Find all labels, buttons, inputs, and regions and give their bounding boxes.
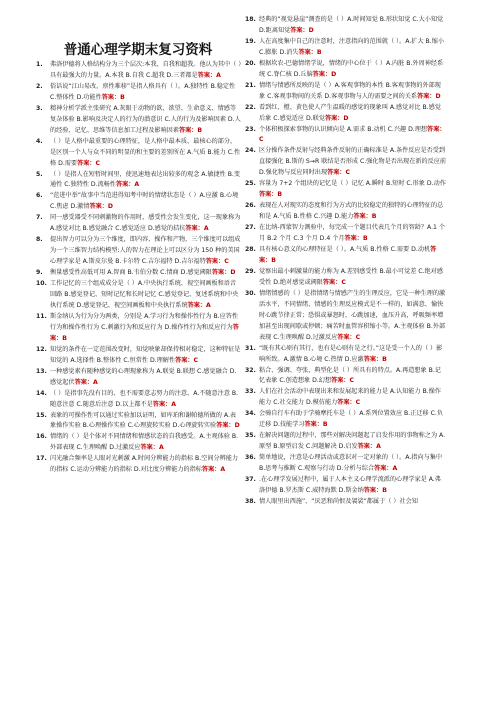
answer-label: 答案：B [259, 191, 283, 199]
question-item [245, 267, 447, 289]
question-item [245, 431, 447, 453]
question-item [36, 345, 242, 367]
answer-label: 答案：C [259, 125, 446, 144]
question-text [259, 431, 447, 453]
question-number: 19. [245, 37, 256, 45]
question-number: 18. [245, 16, 256, 23]
question-number: 27. [245, 224, 256, 232]
question-text [50, 345, 242, 367]
question-body: 提出智力可以分为三个维度，即内容、操作和产物，三个维度可以组成为一个三维智力结构模型:人的智力在理论上可以区分为 150 种的美国心理学家是 A.斯皮尔曼 B.卡尔特 C.吉尔福特 D.吉尔福特 [50, 236, 241, 266]
question-number: 5. [36, 170, 43, 178]
question-text [259, 201, 447, 223]
answer-label: 答案：A [185, 225, 209, 233]
question-number: 17. [36, 455, 47, 463]
answer-label: 答案：C [337, 333, 361, 341]
question-item [245, 201, 447, 223]
question-text [259, 387, 447, 409]
question-body: 容量为 7+2 个组块的记忆是（ ）记忆 A.瞬时 B.短时 C.形象 D.动作 [259, 180, 446, 188]
question-text [259, 289, 447, 344]
question-body: 一种感觉素有随种感觉的心理现象称为 A.联觉 B.联想 C.感觉融合 D.感觉起伏 [50, 367, 237, 386]
question-number: 3. [36, 104, 43, 112]
question-body: 人们在社会活动中表现出来和发展起来的能力是 A.认知能力 B.操作能力 C.社交能力 D.模仿能力 [259, 388, 441, 407]
question-item [36, 268, 242, 279]
question-number: 15. [36, 411, 47, 419]
question-text [50, 312, 242, 345]
answer-label: 答案：D [290, 26, 314, 34]
question-body: 粘合、强调、夸张、典型化是（ ）所具有的特点。A.再造想象 B.记忆表象 C.创造想象 D.幻想 [259, 366, 441, 385]
question-body: 衡量感受性高低可用 A.智商 B.韦伯分数 C.情商 D.感觉阈限 [50, 269, 212, 277]
question-number: 16. [36, 433, 47, 441]
question-text [259, 146, 447, 179]
question-body: 区分操作条件反射与经典条件反射的正确标准是 A.条件反应是否受到直接强化 B.斯的 S→R 联结是否形成 C.强化物是否出现在新的反应前 D.强化物与反应同时出现 [259, 147, 447, 177]
question-item [36, 104, 242, 137]
answer-label: 答案：B [353, 213, 377, 221]
question-body: 情绪的（ ）是个体对不同情绪和情感状态的自我感受。A.主观体验 B.外部表现 C.生理唤醒 D.过激反应 [50, 433, 239, 452]
question-item [36, 454, 242, 476]
answer-label: 答案：C [331, 377, 355, 385]
question-item [245, 103, 447, 125]
question-number: 4. [36, 137, 43, 145]
question-number: 30. [245, 289, 256, 297]
question-number: 10. [36, 280, 47, 288]
question-text [259, 344, 447, 366]
answer-label: 答案：D [324, 114, 349, 122]
question-text [259, 453, 447, 475]
question-number: 2. [36, 82, 43, 90]
question-body: 表象的可操作性可以通过实验加以证明，如库珀和谢帕德所做的 A.表象操作实验 B.心理操作实验 C.心理旋转实验 D.心理旋转实验 [50, 411, 237, 430]
question-body: 在解决问题的过程中，那些对解决问题起了启发作用的事物称之为 A.原型 B.原型启发 C.问题解决 D.启发 [259, 432, 446, 451]
question-text [259, 366, 447, 388]
answer-label: 答案：A [374, 465, 398, 473]
question-text [50, 279, 242, 312]
question-text [50, 367, 242, 389]
question-number: 37. [245, 476, 256, 484]
question-body: 人在高度集中自己的注意时，注意指向的范围就（ ）。A.扩大 B.缩小 C.膨胀 D.消失 [259, 37, 444, 56]
question-item [245, 475, 447, 497]
answer-label: 答案：B [259, 246, 437, 264]
question-body: 工作记忆的三个组成成分是（ ）A.中央执行系统、视空间画板和语音回路 B.感觉登记、短时记忆和长时记忆 C.感觉登记、复述系统和中央执行系统 D.感觉登记、视空间画板和中央执行系统 [50, 280, 239, 309]
answer-label: 答案：B [363, 486, 387, 494]
question-number: 28. [245, 246, 256, 254]
question-body: 会骑自行车有助于学骑摩托车是（ ）A.系列位置效应 B.正迁移 C.负迁移 D.技能学习 [259, 410, 443, 429]
right-column [245, 15, 447, 508]
answer-label: 答案：C [77, 159, 100, 167]
question-text [259, 37, 447, 59]
question-item [245, 59, 447, 81]
answer-label: 答案：A [140, 444, 164, 452]
question-text [259, 245, 447, 267]
question-text [259, 125, 447, 147]
question-text [259, 409, 447, 431]
question-body: 斯金纳认为行为分为两类，分别是 A.学习行为和操作性行为 B.应答性行为和操作性行为 C.刺激行为和反应行为 D.操作性行为和反应行为 [50, 312, 239, 331]
answer-label: 答案：B [304, 421, 328, 429]
question-text [50, 432, 242, 454]
question-body: .在心理学发展过程中，属于人本主义心理学流派的心理学家是 A.弗洛伊德 B.罗杰斯 C.威特海默 D.斯金纳 [259, 476, 441, 494]
answer-label: 答案：D [417, 92, 441, 100]
question-item [245, 289, 447, 344]
question-number: 6. [36, 192, 43, 200]
question-number: 31. [245, 344, 256, 352]
answer-label: 答案：B [178, 126, 203, 134]
answer-label: 答案：D [312, 70, 337, 78]
question-text [50, 454, 242, 476]
answer-label: 答案：A [357, 443, 381, 451]
question-body: 觉察出最小刺激量的能力称为 A.差别感受性 B.最小可觉差 C.绝对感受性 D.绝对感觉或阈限 [259, 267, 443, 286]
question-body: （ ）是指人在短暂时间里，使迅速地表达出较多的观念 A.敏捷性 B.变通性 C.独特性 D.流畅性 [50, 170, 241, 189]
question-number: 24. [245, 147, 256, 155]
question-body: 情人眼里出西施”、“厌恶和尚恨及袈裟”都属于（ ）社会知 [259, 497, 418, 505]
question-number: 25. [245, 180, 256, 188]
question-number: 33. [245, 388, 256, 396]
question-body: 表现在人对现实的态度和行为方式的比较稳定的独特的心理特征的总和是 A.气质 B.性格 C.兴趣 D.能力 [259, 202, 444, 221]
question-number: 13. [36, 367, 47, 375]
question-item [245, 223, 447, 245]
question-body: 个体积极探索事物的认识倾向是 A.需求 B.动机 C.兴趣 D.理想 [259, 125, 428, 133]
question-item [245, 366, 447, 388]
question-body: 简单地说，注意是心理活动或意识对一定对象的（ ）。A.指向与集中 B.思考与推断 C.观察与行动 D.分析与综合 [259, 454, 443, 473]
question-body: 经典的“视觉悬崖”测查的是（ ）A.时间知觉 B.形状知觉 C.大小知觉 D.距离知觉 [259, 16, 444, 34]
answer-label: 答案：A [152, 400, 176, 408]
question-text [50, 104, 242, 137]
question-item [36, 411, 242, 433]
question-number: 21. [245, 81, 256, 89]
answer-label: 答案：B [50, 323, 239, 342]
question-item [36, 82, 242, 104]
answer-label: 答案：C [327, 169, 351, 177]
question-number: 14. [36, 389, 47, 397]
page-title: 普通心理学期末复习资料 [63, 42, 213, 58]
answer-label: 答案：A [201, 466, 226, 474]
question-item [36, 137, 242, 170]
question-body: 根据坎农-巴德情绪学说，情绪的中心位于（ ）A.内脏 B.外周神经系统 C.脊仁核 D.丘脑 [259, 59, 444, 78]
question-item [245, 125, 447, 147]
question-body: 精神分析学派主张研究 A.灰眼于动物的欲、欲望、生命意义、情感等复杂体验 B.影响及决定人的行为的潜意识 C.人的行为及影响因素 D.人的经验、记忆、思维等信息加工过程及影响因素 [50, 104, 241, 134]
question-text [50, 235, 242, 268]
question-text [50, 137, 242, 170]
question-number: 8. [36, 236, 43, 244]
question-body: 具有核心意义的心理特征是（ ）。A.气质 B.性格 C.需要 D.动机 [259, 246, 431, 254]
question-body: 情绪情感的（ ）是指情绪与情感产生的生理反应，它是一种生理的激活水平，不同情绪、情感的生理反应模式是不一样的，如满意、愉快时心跳节律正常；恐惧或暴怒时，心跳加速，血压升高，呼吸频率增加甚至出现间歇或停顿；痛苦时血管容积缩小等。A.主观体验 B.外部表现 C.生理唤醒 D.过激反应 [259, 289, 446, 341]
answer-label: 答案：B [298, 48, 322, 56]
question-number: 12. [36, 345, 47, 353]
question-item [245, 387, 447, 409]
question-body: “范进中举”故事中当范进得知考中时的情绪状态是（ ）A.应激 B.心境 C.焦虑 D.激情 [50, 192, 239, 211]
question-text [50, 82, 242, 104]
answer-label: 答案：D [216, 422, 240, 430]
question-body: 同一感受器受不同刺激物的作用时，感受性会发生变化，这一现象称为 A.感觉对比 B.感觉融合 C.感觉适应 D.感觉的拮抗 [50, 214, 241, 233]
question-item [36, 279, 242, 312]
question-number: 38. [245, 497, 256, 505]
answer-label: 答案：C [322, 278, 346, 286]
question-text [259, 59, 447, 81]
question-item [245, 146, 447, 179]
question-item [245, 81, 447, 103]
question-number: 11. [36, 312, 47, 320]
question-text [259, 103, 447, 125]
question-item [36, 432, 242, 454]
question-item [245, 15, 447, 37]
question-number: 36. [245, 454, 256, 462]
question-text [50, 191, 242, 213]
answer-label: 答案：B [344, 235, 368, 243]
question-number: 7. [36, 214, 43, 222]
question-body: “既有其心则有其行，也有是心则有是之行。”这是受一个人的（ ）影响所致。A.激情 B.心境 C.热情 D.应激 [259, 344, 443, 363]
question-text [50, 411, 242, 433]
question-text [50, 389, 242, 411]
question-number: 29. [245, 267, 256, 275]
question-text [50, 170, 242, 192]
question-body: 情绪与情感所反映的是（ ）A.客观事物的本性 B.客观事物的外部现象 C.客观事物间的关系 D.客观事物与人的需要之间的关系 [259, 81, 441, 100]
question-body: 弗洛伊德将人格结构分为三个层次:本我、自我和超我。他认为其中（ ）具有最强大的力量。A.本我 B.自我 C.超我 D.三者都是 [50, 61, 242, 79]
answer-label: 答案：D [89, 203, 113, 211]
question-item [36, 312, 242, 345]
question-text [50, 213, 242, 235]
question-item [36, 389, 242, 411]
question-text [259, 15, 447, 37]
question-item [36, 367, 242, 389]
question-number: 26. [245, 202, 256, 210]
question-number: 35. [245, 432, 256, 440]
question-number: 1. [36, 61, 43, 68]
question-number: 22. [245, 103, 256, 111]
question-body: 知觉的条件在一定范围改变时，知觉映象却保持相对稳定，这种特征是知觉的 A.选择性 B.整体性 C.恒常性 D.理解性 [50, 345, 241, 364]
question-number: 23. [245, 125, 256, 133]
question-item [36, 191, 242, 213]
question-text [259, 475, 447, 497]
question-text [259, 267, 447, 289]
answer-label: 答案：A [115, 181, 140, 189]
question-item [245, 497, 447, 508]
question-number: 9. [36, 269, 43, 277]
question-number: 20. [245, 59, 256, 67]
question-item [245, 409, 447, 431]
question-text [259, 81, 447, 103]
question-body: 俗话说“江山易改，禀性难移”是指人格具有（ ）。A.独特性 B.稳定性 C.整体性 D.功能性 [50, 82, 236, 101]
left-column [36, 60, 242, 476]
question-body: （ ）是人格中最重要的心理特征，是人格中最本质、最核心的部分，是区别一个人与众不同的明显的和主要的差别所在 A.气质 B.能力 C.性格 D.需要 [50, 137, 241, 167]
question-item [245, 245, 447, 267]
answer-label: 答案：B [363, 355, 387, 363]
question-item [36, 60, 242, 82]
answer-label: 答案：A [187, 301, 211, 309]
question-item [245, 453, 447, 475]
question-body: 看到红、橙、黄色使人产生温暖的感觉的现象叫 A.感觉对比 B.感觉后象 C.感觉适应 D.联觉 [259, 103, 441, 122]
question-item [36, 213, 242, 235]
question-item [245, 179, 447, 201]
answer-label: 答案：A [197, 71, 221, 79]
question-text [50, 60, 242, 82]
question-body: 在比纳-西蒙智力测验中，每完成一个题目代表几个月的智龄？A.1 个月 B.2 个月 C.3 个月 D.4 个月 [259, 224, 446, 243]
answer-label: 答案：C [175, 356, 198, 364]
question-item [36, 170, 242, 192]
answer-label: 答案：A [74, 378, 98, 386]
question-item [36, 235, 242, 268]
question-text [259, 223, 447, 245]
question-text [259, 179, 447, 201]
question-body: （ ）是指事先没有目的、也不需要意志努力的注意。A.不随意注意 B.随意注意 C.随意后注意 D.以上都不是 [50, 389, 239, 408]
answer-label: 答案：D [211, 269, 236, 277]
question-text [50, 268, 242, 279]
question-body: 闪光融合频率是人眼对光刺激 A.时间分辨能力的指标 B.空间分辨能力的指标 C.运动分辨能力的指标 D.对比度分辨能力的指标 [50, 455, 239, 474]
answer-label: 答案：C [337, 399, 361, 407]
question-number: 34. [245, 410, 256, 418]
answer-label: 答案：B [101, 93, 125, 101]
question-number: 32. [245, 366, 256, 374]
question-item [245, 37, 447, 59]
question-item [245, 344, 447, 366]
question-text [259, 497, 447, 508]
answer-label: 答案：C [205, 258, 229, 266]
